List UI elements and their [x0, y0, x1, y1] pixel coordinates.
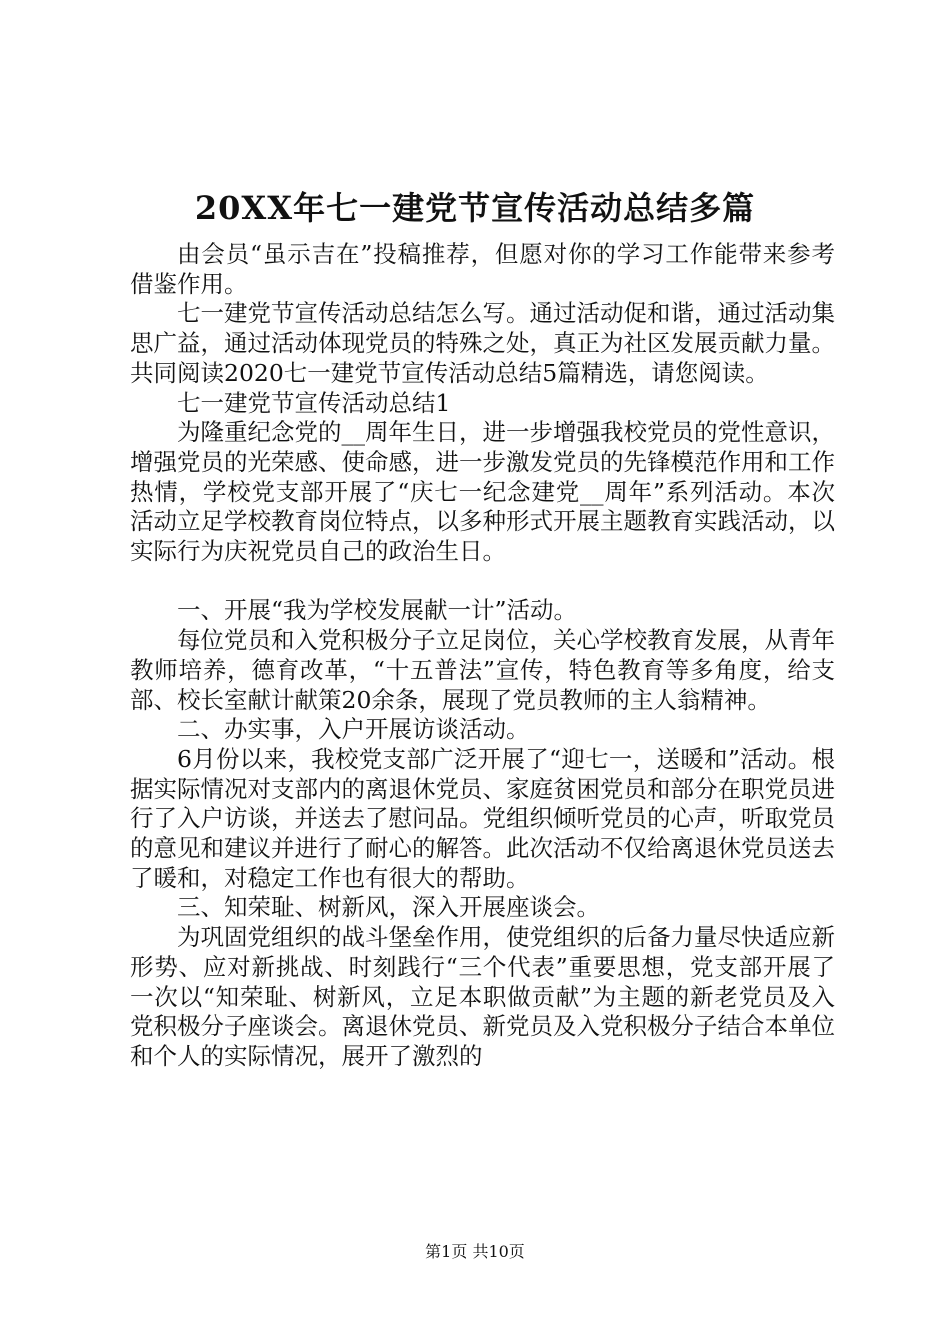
page-footer: 第1页 共10页 [425, 1242, 525, 1261]
paragraph-intro: 由会员“虽示吉在”投稿推荐，但愿对你的学习工作能带来参考借鉴作用。 [130, 240, 835, 298]
paragraph-section-1: 为隆重纪念党的__周年生日，进一步增强我校党员的党性意识，增强党员的光荣感、使命感，进一步激发党员的先锋模范作用和工作热情，学校党支部开展了“庆七一纪念建党__周年”系列活动。本次活动立足学校教育岗位特点，以多种形式开展主题教育实践活动，以实际行为庆祝党员自己的政治生日。 [130, 418, 835, 566]
subheading-3: 三、知荣耻、树新风，深入开展座谈会。 [177, 893, 600, 922]
paragraph-subsection-2: 6月份以来，我校党支部广泛开展了“迎七一，送暖和”活动。根据实际情况对支部内的离退休党员、家庭贫困党员和部分在职党员进行了入户访谈，并送去了慰问品。党组织倾听党员的心声，听取党员的意见和建议并进行了耐心的解答。此次活动不仅给离退休党员送去了暖和，对稳定工作也有很大的帮助。 [130, 744, 835, 892]
section-heading-1: 七一建党节宣传活动总结1 [177, 388, 451, 417]
paragraph-subsection-1: 每位党员和入党积极分子立足岗位，关心学校教育发展，从青年教师培养，德育改革，“十五普法”宣传，特色教育等多角度，给支部、校长室献计献策20余条，展现了党员教师的主人翁精神。 [130, 626, 835, 714]
paragraph-subsection-3: 为巩固党组织的战斗堡垒作用，使党组织的后备力量尽快适应新形势、应对新挑战、时刻践行“三个代表”重要思想，党支部开展了一次以“知荣耻、树新风，立足本职做贡献”为主题的新老党员及入党积极分子座谈会。离退休党员、新党员及入党积极分子结合本单位和个人的实际情况，展开了激烈的 [130, 923, 835, 1070]
subheading-2: 二、办实事，入户开展访谈活动。 [177, 715, 530, 744]
subheading-1: 一、开展“我为学校发展献一计”活动。 [177, 596, 578, 625]
document-body [130, 240, 835, 1072]
paragraph-summary: 七一建党节宣传活动总结怎么写。通过活动促和谐，通过活动集思广益，通过活动体现党员的特殊之处，真正为社区发展贡献力量。共同阅读2020七一建党节宣传活动总结5篇精选，请您阅读。 [130, 299, 835, 387]
document-title: 20XX年七一建党节宣传活动总结多篇 [194, 189, 756, 227]
